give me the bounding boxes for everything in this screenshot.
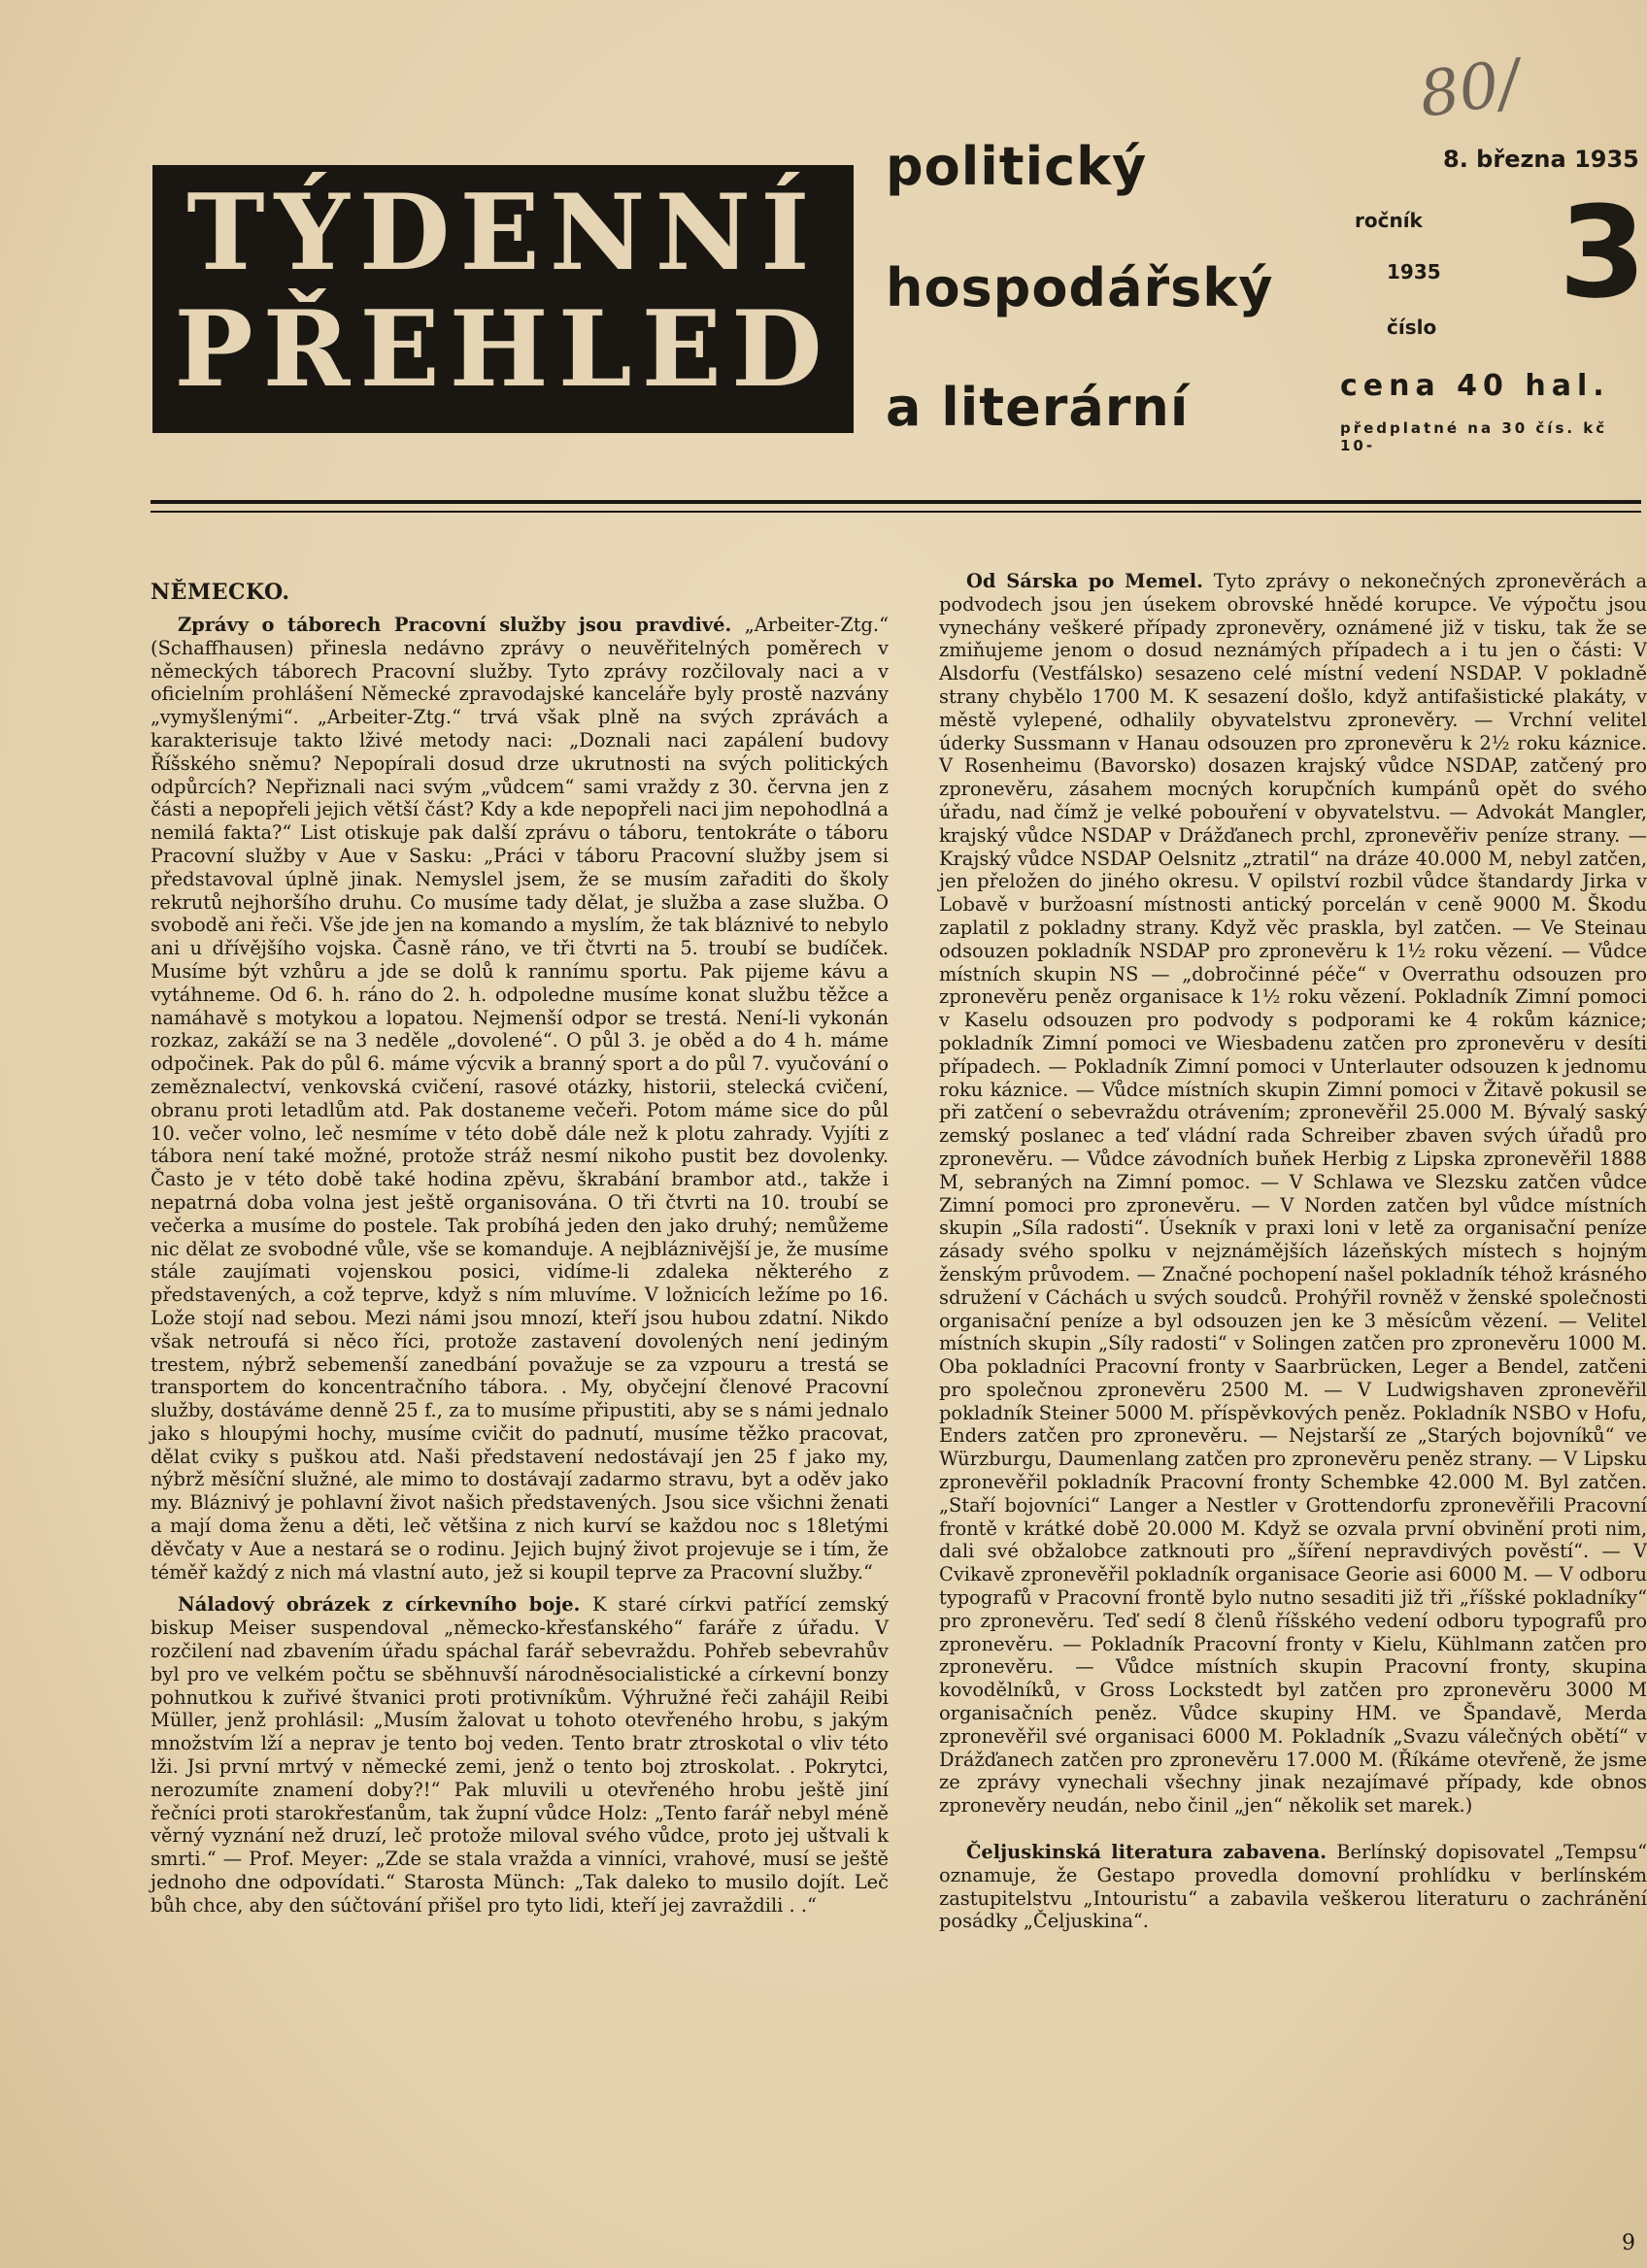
article-headline: Od Sárska po Memel. <box>966 570 1214 592</box>
issue-label: číslo <box>1387 316 1437 339</box>
issue-date: 8. března 1935 <box>1443 146 1639 173</box>
article-body: „Arbeiter-Ztg.“ (Schaffhausen) přinesla nedávno zprávy o neuvěřitelných poměrech v německých táborech Pracovní služby. Tyto zprávy rozčilovaly naci a v oficielním prohlášení Německé zpravodajské kanceláře byly prostě nazvány „vymyšlenými“. „Arbeiter-Ztg.“ trvá však plně na svých zprávách a karakterisuje takto lživé metody naci: „Doznali naci zapálení budovy Říšského sněmu? Nepopírali dosud drze ukrutnosti na svých politických odpůrcích? Nepřiznali naci svým „vůdcem“ sami vraždy z 30. června jen z části a nepopřeli jejich větší část? Kdy a kde nepopřeli naci jim nepohodlná a nemilá fakta?“ List otiskuje pak další zprávu o táboru, tentokráte o táboru Pracovní služby v Aue v Sasku: „Práci v táboru Pracovní služby jsem si představoval úplně jinak. Nemyslel jsem, že se musím zařaditi do školy rekrutů nejhoršího druhu. Co musíme tady dělat, je služba a zase služba. O svobodě ani řeči. Vše jde jen na komando a myslím, že tak bláznivé to nebylo ani u dřívějšího vojska. Časně ráno, ve tři čtvrti na 5. troubí se budíček. Musíme být vzhůru a jde se dolů k rannímu sportu. Pak pijeme kávu a vytáhneme. Od 6. h. ráno do 2. h. odpoledne musíme konat službu těžce a namáhavě s motykou a lopatou. Nejmenší odpor se trestá. Není-li vykonán rozkaz, zakáží se na 3 neděle „dovolené“. O půl 3. je oběd a do 4 h. máme odpočinek. Pak do půl 6. máme výcvik a branný sport a do půl 7. vyučování o zeměznalectví, venkovská cvičení, rasové otázky, historii, stelecká cvičení, obranu proti letadlům atd. Pak dostaneme večeři. Potom máme sice do půl 10. večer volno, leč nesmíme v této době dále než k plotu zahrady. Vyjíti z tábora není také možné, protože stráž nesmí nikoho pustit bez dovolenky. Často je v této době také hodina zpěvu, škrabání brambor atd., takže i nepatrná doba volna jest ještě organisována. O tři čtvrti na 10. troubí se večerka a musíme do postele. Tak probíhá jeden den jako druhý; nemůžeme nic dělat ze svobodné vůle, vše se komanduje. A nejbláznivější je, že musíme stále zaujímati vojenskou posici, vidíme-li zdaleka některého z představených, a což teprve, když s ním mluvíme. V ložnicích ležíme po 16. Lože stojí nad sebou. Mezi námi jsou mnozí, kteří jsou hubou zdatní. Nikdo však netroufá si něco říci, protože zastavení dovolených není jediným trestem, nýbrž sebemenší zanedbání považuje se za vzpouru a trestá se transportem do koncentračního tábora. . My, obyčejní členové Pracovní služby, dostáváme denně 25 f., za to musíme připustiti, aby se s námi jednalo jako s hloupými hochy, musíme cvičit do padnutí, musíme těžko pracovat, dělat cviky s puškou atd. Naši představení nedostávají jen 25 f jako my, nýbrž měsíční služné, ale mimo to dostávají zadarmo stravu, byt a oděv jako my. Bláznivý je pohlavní život našich představených. Jsou sice všichni ženati a mají doma ženu a děti, leč většina z nich kurví se každou noc s 18letými děvčaty v Aue a nestará se o rodinu. Jejich bujný život projevuje se i tím, že téměř každý z nich má vlastní auto, jež si koupil teprve za Pracovní služby.“ <box>151 614 889 1584</box>
article-embezzlement <box>939 570 1647 1818</box>
article-headline: Čeljuskinská literatura zabavena. <box>966 1841 1337 1864</box>
price: cena 40 hal. <box>1340 369 1610 403</box>
right-column <box>939 570 1647 1943</box>
article-headline: Náladový obrázek z církevního boje. <box>178 1593 592 1617</box>
article-body: K staré církvi patřící zemský biskup Meiser suspendoval „německo-křesťanského“ faráře z úřadu. V rozčilení nad zbavením úřadu spáchal farář sebevraždu. Pohřeb sebevrahův byl pro ve velkém počtu se sběhnuvší národněsocialistické a církevní bonzy pohnutkou k zuřivé štvanici proti protivníkům. Výhružné řeči zahájil Reibi Müller, jenž prohlásil: „Musím žalovat u tohoto otevřeného hrobu, s jakým množstvím lží a neprav je tento boj veden. Tento bratr ztroskotal o vliv této lži. Jsi první mrtvý v německé zemi, jenž o tento boj ztroskolat. . Pokrytci, nerozumíte znamení doby?!“ Pak mluvili u otevřeného hrobu ještě jiní řečníci proti starokřesťanům, tak župní vůdce Holz: „Tento farář nebyl méně věrný vyznání než druzí, leč protože miloval svého vůdce, proto jej uštvali k smrti.“ — Prof. Meyer: „Zde se stala vražda a vinníci, vrahové, musí se ještě jednoho dne odpovídati.“ Starosta Münch: „Tak daleko to musilo dojít. Leč bůh chce, aby den súčtování přišel pro tyto lidi, kteří jej zavraždili . .“ <box>151 1593 889 1917</box>
article-body: Tyto zprávy o nekonečných zpronevěrách a podvodech jsou jen úsekem obrovské hnědé korupce. Ve výpočtu jsou vynechány veškeré případy zpronevěry, oznámené již v tisku, tak že se zmiňujeme jenom o dosud neznámých případech a i tu jen o části: V Alsdorfu (Vestfálsko) sesazeno celé místní vedení NSDAP. V pokladně strany chybělo 1700 M. K sesazení došlo, když antifašistické plakáty, v městě vylepené, odhalily obyvatelstvu zpronevěry. — Vrchní velitel úderky Sussmann v Hanau odsouzen pro zpronevěru k 2½ roku káznice. V Rosenheimu (Bavorsko) dosazen krajský vůdce NSDAP, zatčený pro zpronevěru, zásahem mocných korupčních kumpánů opět do svého úřadu, nad čímž je velké pobouření v obyvatelstvu. — Advokát Mangler, krajský vůdce NSDAP v Drážďanech prchl, zpronevěřiv peníze strany. — Krajský vůdce NSDAP Oelsnitz „ztratil“ na dráze 40.000 M, nebyl zatčen, jen přeložen do jiného okresu. V opilství rozbil vůdce štandardy Jirka v Lobavě v buržoasní místnosti antický porcelán v ceně 9000 M. Škodu zaplatil z pokladny strany. Když věc praskla, byl zatčen. — Ve Steinau odsouzen pokladník NSDAP pro zpronevěru k 1½ roku vězení. — Vůdce místních skupin NS — „dobročinné péče“ v Overrathu odsouzen pro zpronevěru peněz organisace k 1½ roku vězení. Pokladník Zimní pomoci v Kaselu odsouzen pro podvody s podporami ke 4 rokům káznice; pokladník Zimní pomoci ve Wiesbadenu zatčen pro zpronevěru v desíti případech. — Pokladník Zimní pomoci v Unterlauter odsouzen k jednomu roku káznice. — Vůdce místních skupin Zimní pomoci v Žitavě pokusil se při zatčení o sebevraždu otrávením; zpronevěřil 25.000 M. Bývalý saský zemský poslanec a teď vládní rada Schreiber zbaven svých úřadů pro zpronevěru. — Vůdce závodních buňek Herbig z Lipska zpronevěřil 1888 M, sebraných na Zimní pomoc. — V Schlawa ve Slezsku zatčen vůdce Zimní pomoci pro zpronevěru. — V Norden zatčen byl vůdce místních skupin „Síla radosti“. Úsekník v praxi loni v letě za organisační peníze zásady svého spolku v nejznámějších lázeňských místech s hojným ženským průvodem. — Značné pochopení našel pokladník téhož krásného sdružení v Cáchách u svých soudců. Prohýřil rovněž v ženské společnosti organisační peníze a byl odsouzen jen ke 3 měsícům vězení. — Velitel místních skupin „Síly radosti“ v Solingen zatčen pro zpronevěru 1000 M. Oba pokladníci Pracovní fronty v Saarbrücken, Leger a Bendel, zatčeni pro společnou zpronevěru 2500 M. — V Ludwigshaven zpronevěřil pokladník Steiner 5000 M. příspěvkových peněz. Pokladník NSBO v Hofu, Enders zatčen pro zpronevěru. — Nejstarší ze „Starých bojovníků“ ve Würzburgu, Daumenlang zatčen pro zpronevěru peněz strany. — V Lipsku zpronevěřil pokladník Pracovní fronty Schembke 42.000 M. Byl zatčen. „Staří bojovníci“ Langer a Nestler v Grottendorfu zpronevěřili Pracovní frontě v krátké době 20.000 M. Když se ozvala první obvinění proti nim, dali své obžalobce zatknouti pro „šíření nepravdivých pověstí“. — V Cvikavě zpronevěřil pokladník organisace Georie asi 6000 M. — V odboru typografů v Pracovní frontě bylo nutno sesaditi již tři „říšské pokladníky“ pro zpronevěru. Teď sedí 8 členů říšského vedení odboru typografů pro zpronevěru. — Pokladník Pracovní fronty v Kielu, Kühlmann zatčen pro zpronevěru. — Vůdce místních skupin Pracovní fronty, skupina kovodělníků, v Gross Lockstedt byl zatčen pro zpronevěru 3000 M organisačních peněz. Vůdce skupiny HM. ve Špandavě, Merda zpronevěřil své organisaci 6000 M. Pokladník „Svazu válečných obětí“ v Drážďanech zatčen pro zpronevěru 17.000 M. (Říkáme otevřeně, že jsme ze zprávy vynechali všechny jinak nezajímavé případy, kde obnos zpronevěry neudán, nebo činil „jen“ několik set marek.) <box>939 570 1647 1818</box>
article-body: Berlínský dopisovatel „Tempsu“ oznamuje, že Gestapo provedla domovní prohlídku v berlínském zastupitelstvu „Intouristu“ a zabavila veškerou literaturu o zachránění posádky „Čeljuskina“. <box>939 1841 1647 1933</box>
volume-label: ročník <box>1355 209 1423 232</box>
subtitle-literary: a literární <box>886 377 1190 438</box>
masthead-title-block <box>152 165 854 433</box>
subtitle-economic: hospodářský <box>886 257 1274 318</box>
left-column <box>151 567 889 1927</box>
volume-value: 1935 <box>1387 260 1441 284</box>
pencil-annotation: 80/ <box>1415 47 1525 132</box>
article-headline: Zprávy o táborech Pracovní služby jsou pravdivé. <box>178 614 745 636</box>
page-number: 9 <box>1622 2231 1635 2255</box>
article-church-conflict <box>151 1593 889 1917</box>
subtitle-political: politický <box>886 136 1148 197</box>
masthead-title-line2: PŘEHLED <box>174 288 832 411</box>
subscription-info: předplatné na 30 čís. kč 10- <box>1340 419 1608 454</box>
article-labour-camps <box>151 614 889 1584</box>
section-heading: NĚMECKO. <box>151 580 290 605</box>
masthead-title-line1: TÝDENNÍ <box>186 172 820 294</box>
masthead-divider <box>151 500 1641 513</box>
article-literature-seized <box>939 1841 1647 1933</box>
issue-number: 3 <box>1559 179 1647 326</box>
